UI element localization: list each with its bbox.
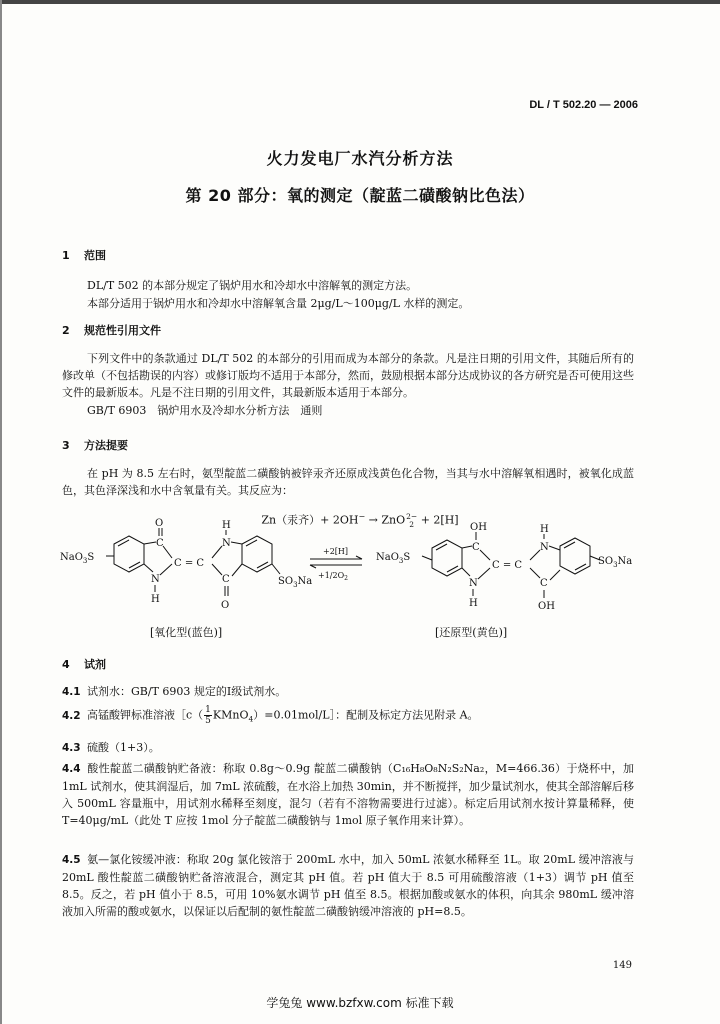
so3na-label-right: $SO_3Na$: [598, 556, 633, 569]
section-3-paragraph: 在 pH 为 8.5 左右时，氨型靛蓝二磺酸钠被锌汞齐还原成浅黄色化合物，当其与水中溶解氧相遇时，被氧化成蓝色，其色泽深浅和水中含氧量有关。其反应为：: [62, 467, 634, 497]
section-2-heading: 2 规范性引用文件: [62, 324, 161, 337]
svg-text:C: C: [472, 542, 480, 553]
section-3-heading: 3 方法提要: [62, 439, 128, 452]
svg-text:H: H: [469, 598, 478, 609]
section-4-heading: 4 试剂: [62, 658, 106, 671]
svg-text:O: O: [221, 600, 230, 611]
svg-text:N: N: [151, 574, 160, 585]
naso3s-label-left: NaO$_3$S: [60, 552, 95, 565]
item-4-5: 4.5 氨—氯化铵缓冲液：称取 20g 氯化铵溶于 200mL 水中，加入 50mL 浓氨水稀释至 1L。取 20mL 缓冲溶液与 20mL 酸性靛蓝二磺酸钠贮备溶液混合，测定其 pH 值。若 pH 值大于 8.5 可用硫酸溶液（1+3）调节 pH 值至 8.5。反之，若 pH 值小于 8.5，可用 10%氨水调节 pH 值至 8.5。根据加酸或氨水的体积，向其余 980mL 缓冲溶液加入所需的酸或氨水，以保证以后配制的氨性靛蓝二磺酸钠缓冲溶液的 pH=8.5。: [62, 853, 634, 918]
svg-text:+1/2O2: $+1/2O_2$: [318, 571, 348, 582]
svg-text:H: H: [222, 520, 231, 531]
normative-reference: GB/T 6903 锅炉用水及冷却水分析方法 通则: [87, 404, 323, 417]
svg-text:N: N: [222, 538, 231, 549]
section-1-paragraph-1: DL/T 502 的本部分规定了锅炉用水和冷却水中溶解氧的测定方法。: [87, 279, 418, 292]
item-4-4: 4.4 酸性靛蓝二磺酸钠贮备液：称取 0.8g～0.9g 靛蓝二磺酸钠（C₁₆H₈O₈N₂S₂Na₂，M=466.36）于烧杯中，加 1mL 试剂水，使其润湿后，加 7mL 浓硫酸，在水浴上加热 30min，并不断搅拌，加少量试剂水，使其全部溶解后移入 500mL 容量瓶中，用试剂水稀释至刻度，混匀（若有不溶物需要进行过滤）。标定后用试剂水按计算量稀释，使 T=40μg/mL（此处 T 应按 1mol 分子靛蓝二磺酸钠与 1mol 原子氧作用来计算）。: [62, 762, 634, 827]
svg-text:O: O: [155, 518, 164, 529]
document-title: 火力发电厂水汽分析方法: [266, 149, 454, 168]
item-4-2: 4.2 高锰酸钾标准溶液［c（ $\frac{1}{5}$ KMnO$_4$）=0.01mol/L］：配制及标定方法见附录 A。: [62, 705, 479, 726]
section-2-paragraph: 下列文件中的条款通过 DL/T 502 的本部分的引用而成为本部分的条款。凡是注日期的引用文件，其随后所有的修改单（不包括勘误的内容）或修订版均不适用于本部分，然而，鼓励根据本部分达成协议的各方研究是否可使用这些文件的最新版本。凡是不注日期的引用文件，其最新版本适用于本部分。: [62, 352, 634, 399]
equilibrium-arrows: [310, 547, 362, 582]
svg-text:C = C: C = C: [174, 558, 205, 569]
svg-text:+2[H]: +2[H]: [323, 547, 349, 556]
footer-watermark: 学兔兔 www.bzfxw.com 标准下载: [266, 996, 454, 1010]
svg-text:C: C: [222, 574, 230, 585]
svg-text:OH: OH: [538, 601, 555, 612]
item-4-3: 4.3 硫酸（1+3）。: [62, 741, 160, 754]
caption-oxidized-form: [氧化型(蓝色)]: [150, 626, 223, 639]
svg-text:C: C: [540, 578, 548, 589]
svg-text:N: N: [469, 578, 478, 589]
document-subtitle: 第 20 部分：氧的测定（靛蓝二磺酸钠比色法）: [185, 186, 535, 205]
scan-top-edge: [0, 0, 720, 4]
reduced-form-structure: [376, 522, 632, 612]
fraction-one-fifth: $\frac{1}{5}$: [205, 705, 211, 726]
oxidized-form-structure: [60, 518, 312, 611]
svg-text:C = C: C = C: [492, 560, 523, 571]
reaction-equation: Zn（汞齐）+ 2OH− → ZnO 2− 2 + 2[H]: [261, 511, 459, 529]
page-number: 149: [612, 960, 632, 971]
section-1-heading: 1 范围: [62, 249, 106, 262]
section-1-paragraph-2: 本部分适用于锅炉用水和冷却水中溶解氧含量 2μg/L～100μg/L 水样的测定。: [87, 297, 470, 310]
caption-reduced-form: [还原型(黄色)]: [435, 626, 508, 639]
so3na-label-left: $SO_3Na$: [278, 576, 313, 589]
item-4-1: 4.1 试剂水：GB/T 6903 规定的Ⅰ级试剂水。: [62, 685, 287, 698]
svg-text:OH: OH: [470, 522, 487, 533]
svg-text:H: H: [540, 524, 549, 535]
svg-text:C: C: [156, 538, 164, 549]
naso3s-label-right: NaO$_3$S: [376, 552, 411, 565]
standard-number: DL / T 502.20 — 2006: [529, 99, 638, 111]
svg-text:H: H: [151, 594, 160, 605]
svg-text:N: N: [540, 542, 549, 553]
